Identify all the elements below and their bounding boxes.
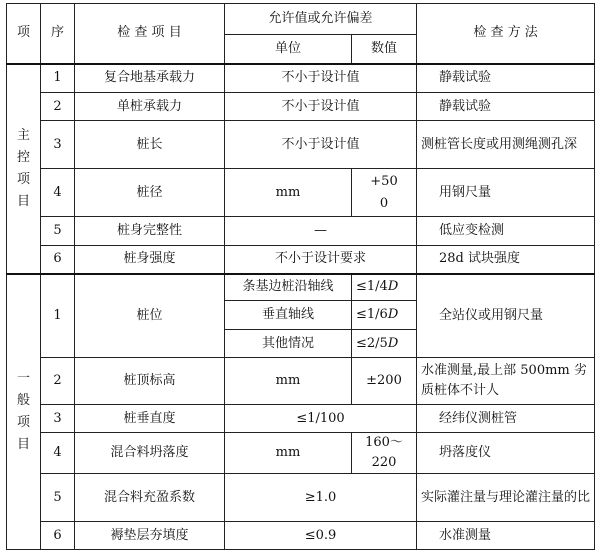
table-row [7, 217, 595, 246]
row-item: 混合料充盈系数 [75, 474, 225, 522]
main-group-char: 控 [16, 149, 30, 165]
row-unit: 垂直轴线 [225, 301, 352, 330]
row-seq: 3 [41, 121, 75, 169]
row-seq: 3 [41, 405, 75, 433]
value-prefix: ≤1/6 [356, 307, 388, 322]
value-prefix: ≤2/5 [356, 335, 388, 351]
row-seq: 1 [41, 274, 75, 358]
row-tolerance: 不小于设计要求 [225, 246, 417, 274]
row-method: 全站仪或用钢尺量 [417, 274, 595, 358]
general-group-char: 一 [16, 370, 30, 386]
row-item: 桩顶标高 [75, 358, 225, 405]
row-tolerance: ≥1.0 [225, 474, 417, 522]
value-var: D [387, 279, 399, 295]
row-seq: 4 [41, 433, 75, 474]
table-row [7, 405, 595, 433]
table-row [7, 246, 595, 274]
row-item: 混合料坍落度 [75, 433, 225, 474]
row-method: 测桩管长度或用测绳测孔深 [417, 121, 595, 169]
value-var: D [387, 307, 399, 322]
row-method: 用钢尺量 [417, 169, 595, 217]
value-upper: +50 [370, 173, 398, 189]
general-group-char: 般 [16, 392, 30, 408]
general-group-label [7, 274, 41, 550]
row-tolerance: 不小于设计值 [225, 93, 417, 121]
row-value [352, 330, 417, 358]
value-lower: 0 [379, 195, 389, 211]
row-tolerance: ≤0.9 [225, 522, 417, 550]
row-item: 桩身完整性 [75, 217, 225, 246]
row-item: 褥垫层夯填度 [75, 522, 225, 550]
main-group-char: 目 [16, 193, 30, 209]
table-row [7, 169, 595, 217]
header-row [7, 4, 595, 35]
table-row [7, 433, 595, 474]
table-row [7, 474, 595, 522]
value-var: D [387, 335, 399, 351]
row-seq: 5 [41, 217, 75, 246]
row-item: 复合地基承载力 [75, 64, 225, 93]
general-group-char: 项 [16, 414, 30, 430]
row-method: 实际灌注量与理论灌注量的比 [417, 474, 595, 522]
row-item: 桩垂直度 [75, 405, 225, 433]
row-value [352, 301, 417, 330]
row-method: 28d 试块强度 [417, 246, 595, 274]
table-row [7, 64, 595, 93]
row-unit: 其他情况 [225, 330, 352, 358]
main-group-char: 项 [16, 171, 30, 187]
row-method: 坍落度仪 [417, 433, 595, 474]
row-seq: 2 [41, 93, 75, 121]
row-method: 静载试验 [417, 93, 595, 121]
header-tolerance: 允许值或允许偏差 [225, 4, 417, 35]
row-value [352, 274, 417, 301]
row-seq: 6 [41, 246, 75, 274]
row-tolerance: — [225, 217, 417, 246]
row-unit: mm [225, 358, 352, 405]
table-row [7, 522, 595, 550]
row-seq: 4 [41, 169, 75, 217]
header-method: 检 查 方 法 [417, 4, 595, 64]
row-value: 160～220 [352, 433, 417, 474]
row-tolerance: 不小于设计值 [225, 121, 417, 169]
row-seq: 5 [41, 474, 75, 522]
general-group-char: 目 [16, 436, 30, 452]
row-unit: mm [225, 433, 352, 474]
row-method: 水准测量,最上部 500mm 劣质桩体不计人 [417, 358, 595, 405]
row-method: 静载试验 [417, 64, 595, 93]
row-item: 桩长 [75, 121, 225, 169]
row-seq: 1 [41, 64, 75, 93]
row-seq: 2 [41, 358, 75, 405]
header-value: 数值 [352, 35, 417, 64]
row-method: 经纬仪测桩管 [417, 405, 595, 433]
main-group-label [7, 64, 41, 274]
row-item: 桩位 [75, 274, 225, 358]
table-row [7, 274, 595, 301]
row-seq: 6 [41, 522, 75, 550]
value-prefix: ≤1/4 [356, 279, 388, 295]
header-check-item: 检 查 项 目 [75, 4, 225, 64]
row-item: 桩径 [75, 169, 225, 217]
row-unit: mm [225, 169, 352, 217]
row-value: ±200 [352, 358, 417, 405]
header-item: 项 [7, 4, 41, 64]
table-row [7, 93, 595, 121]
row-item: 单桩承载力 [75, 93, 225, 121]
main-group-char: 主 [16, 127, 30, 143]
inspection-table [6, 3, 595, 550]
header-seq: 序 [41, 4, 75, 64]
row-tolerance: ≤1/100 [225, 405, 417, 433]
header-unit: 单位 [225, 35, 352, 64]
row-value [352, 169, 417, 217]
row-unit: 条基边桩沿轴线 [225, 274, 352, 301]
table-row [7, 358, 595, 405]
row-method: 低应变检测 [417, 217, 595, 246]
table-row [7, 121, 595, 169]
row-method: 水准测量 [417, 522, 595, 550]
row-tolerance: 不小于设计值 [225, 64, 417, 93]
row-item: 桩身强度 [75, 246, 225, 274]
